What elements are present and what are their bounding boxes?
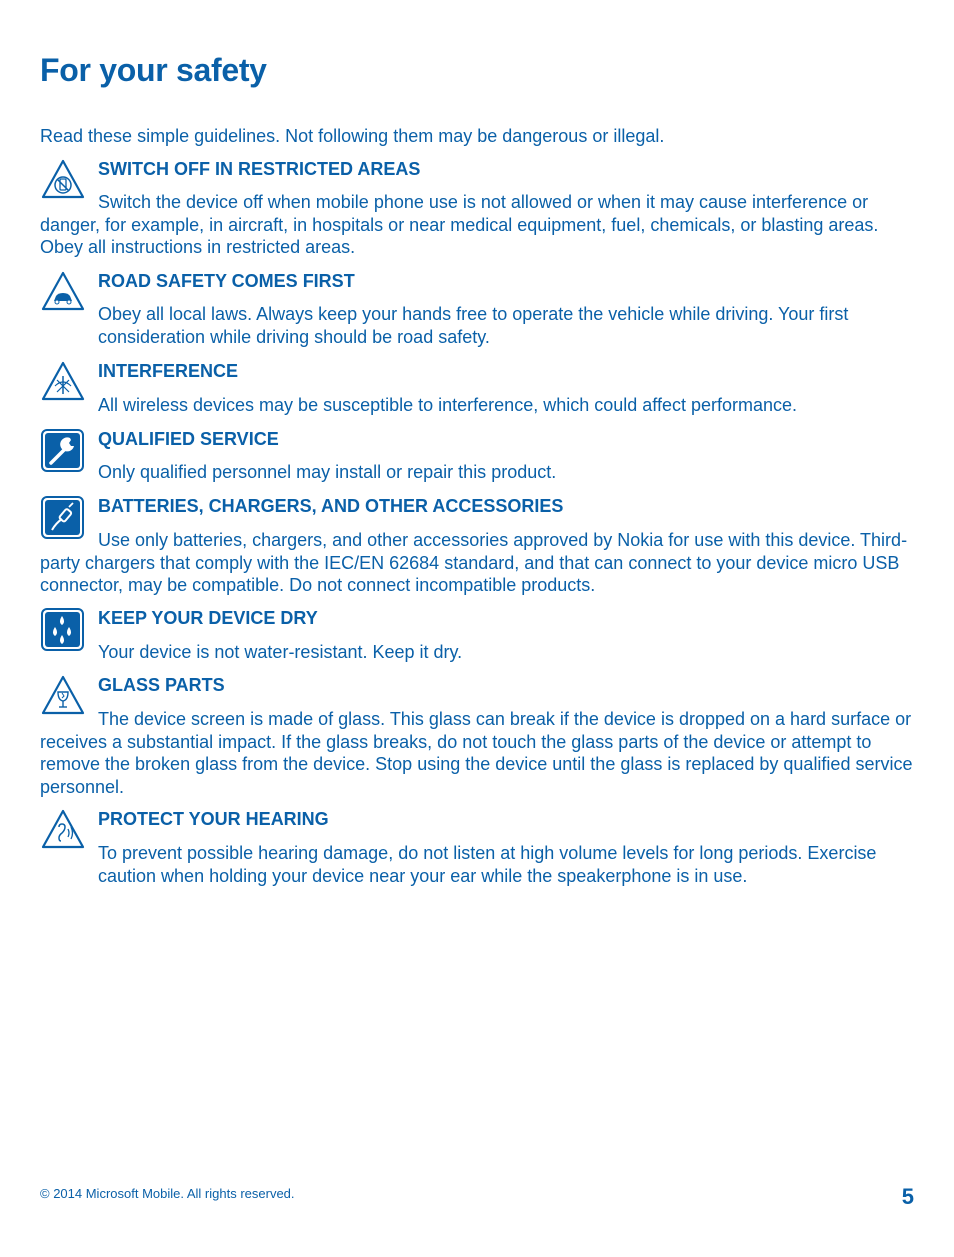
copyright-footer: © 2014 Microsoft Mobile. All rights reserved. [40,1186,295,1201]
section-text: Switch the device off when mobile phone use is not allowed or when it may cause interference or danger, for example, in aircraft, in hospitals or near medical equipment, fuel, chemicals, or blasting areas. Obey all instructions in restricted areas. [40,192,879,257]
section-text: Only qualified personnel may install or repair this product. [98,462,557,482]
no-phone-warning-icon [40,158,86,204]
safety-section-road-safety [40,270,916,348]
section-text: Use only batteries, chargers, and other accessories approved by Nokia for use with this device. Third-party chargers that comply with the IEC/EN 62684 standard, and that can connect to your device micro USB connector, may be compatible. Do not connect incompatible products. [40,530,908,595]
section-heading: ROAD SAFETY COMES FIRST [98,271,355,291]
section-heading: PROTECT YOUR HEARING [98,809,329,829]
water-drops-icon [40,607,86,653]
car-warning-icon [40,270,86,316]
safety-section-keep-dry [40,607,916,664]
section-heading: INTERFERENCE [98,361,239,381]
safety-section-protect-hearing [40,808,916,887]
interference-warning-icon [40,360,86,406]
section-heading: KEEP YOUR DEVICE DRY [98,608,318,628]
safety-section-batteries-chargers [40,495,916,597]
section-heading: GLASS PARTS [98,675,225,695]
section-text: The device screen is made of glass. This glass can break if the device is dropped on a hard surface or receives a substantial impact. If the glass breaks, do not touch the glass parts of the device or attempt to remove the broken glass from the device. Stop using the device until the glass is replaced by qualified service personnel. [40,709,913,797]
intro-text: Read these simple guidelines. Not following them may be dangerous or illegal. [40,126,665,146]
broken-glass-warning-icon [40,674,86,720]
section-text: To prevent possible hearing damage, do not listen at high volume levels for long periods. Exercise caution when holding your device near your ear while the speakerphone is in use. [98,843,877,886]
safety-section-glass-parts [40,674,916,798]
wrench-icon [40,428,86,474]
section-text: Obey all local laws. Always keep your hands free to operate the vehicle while driving. Your first consideration while driving should be road safety. [98,304,849,347]
section-text: Your device is not water-resistant. Keep it dry. [98,642,463,662]
safety-section-restricted-areas [40,158,916,259]
page-title: For your safety [40,52,267,88]
safety-section-interference [40,360,916,417]
section-text: All wireless devices may be susceptible to interference, which could affect performance. [98,395,798,415]
safety-section-qualified-service [40,428,916,484]
page-number: 5 [901,1184,914,1209]
ear-warning-icon [40,808,86,854]
section-heading: QUALIFIED SERVICE [98,429,279,449]
section-heading: BATTERIES, CHARGERS, AND OTHER ACCESSORIES [98,496,564,516]
charger-plug-icon [40,495,86,541]
section-heading: SWITCH OFF IN RESTRICTED AREAS [98,159,421,179]
